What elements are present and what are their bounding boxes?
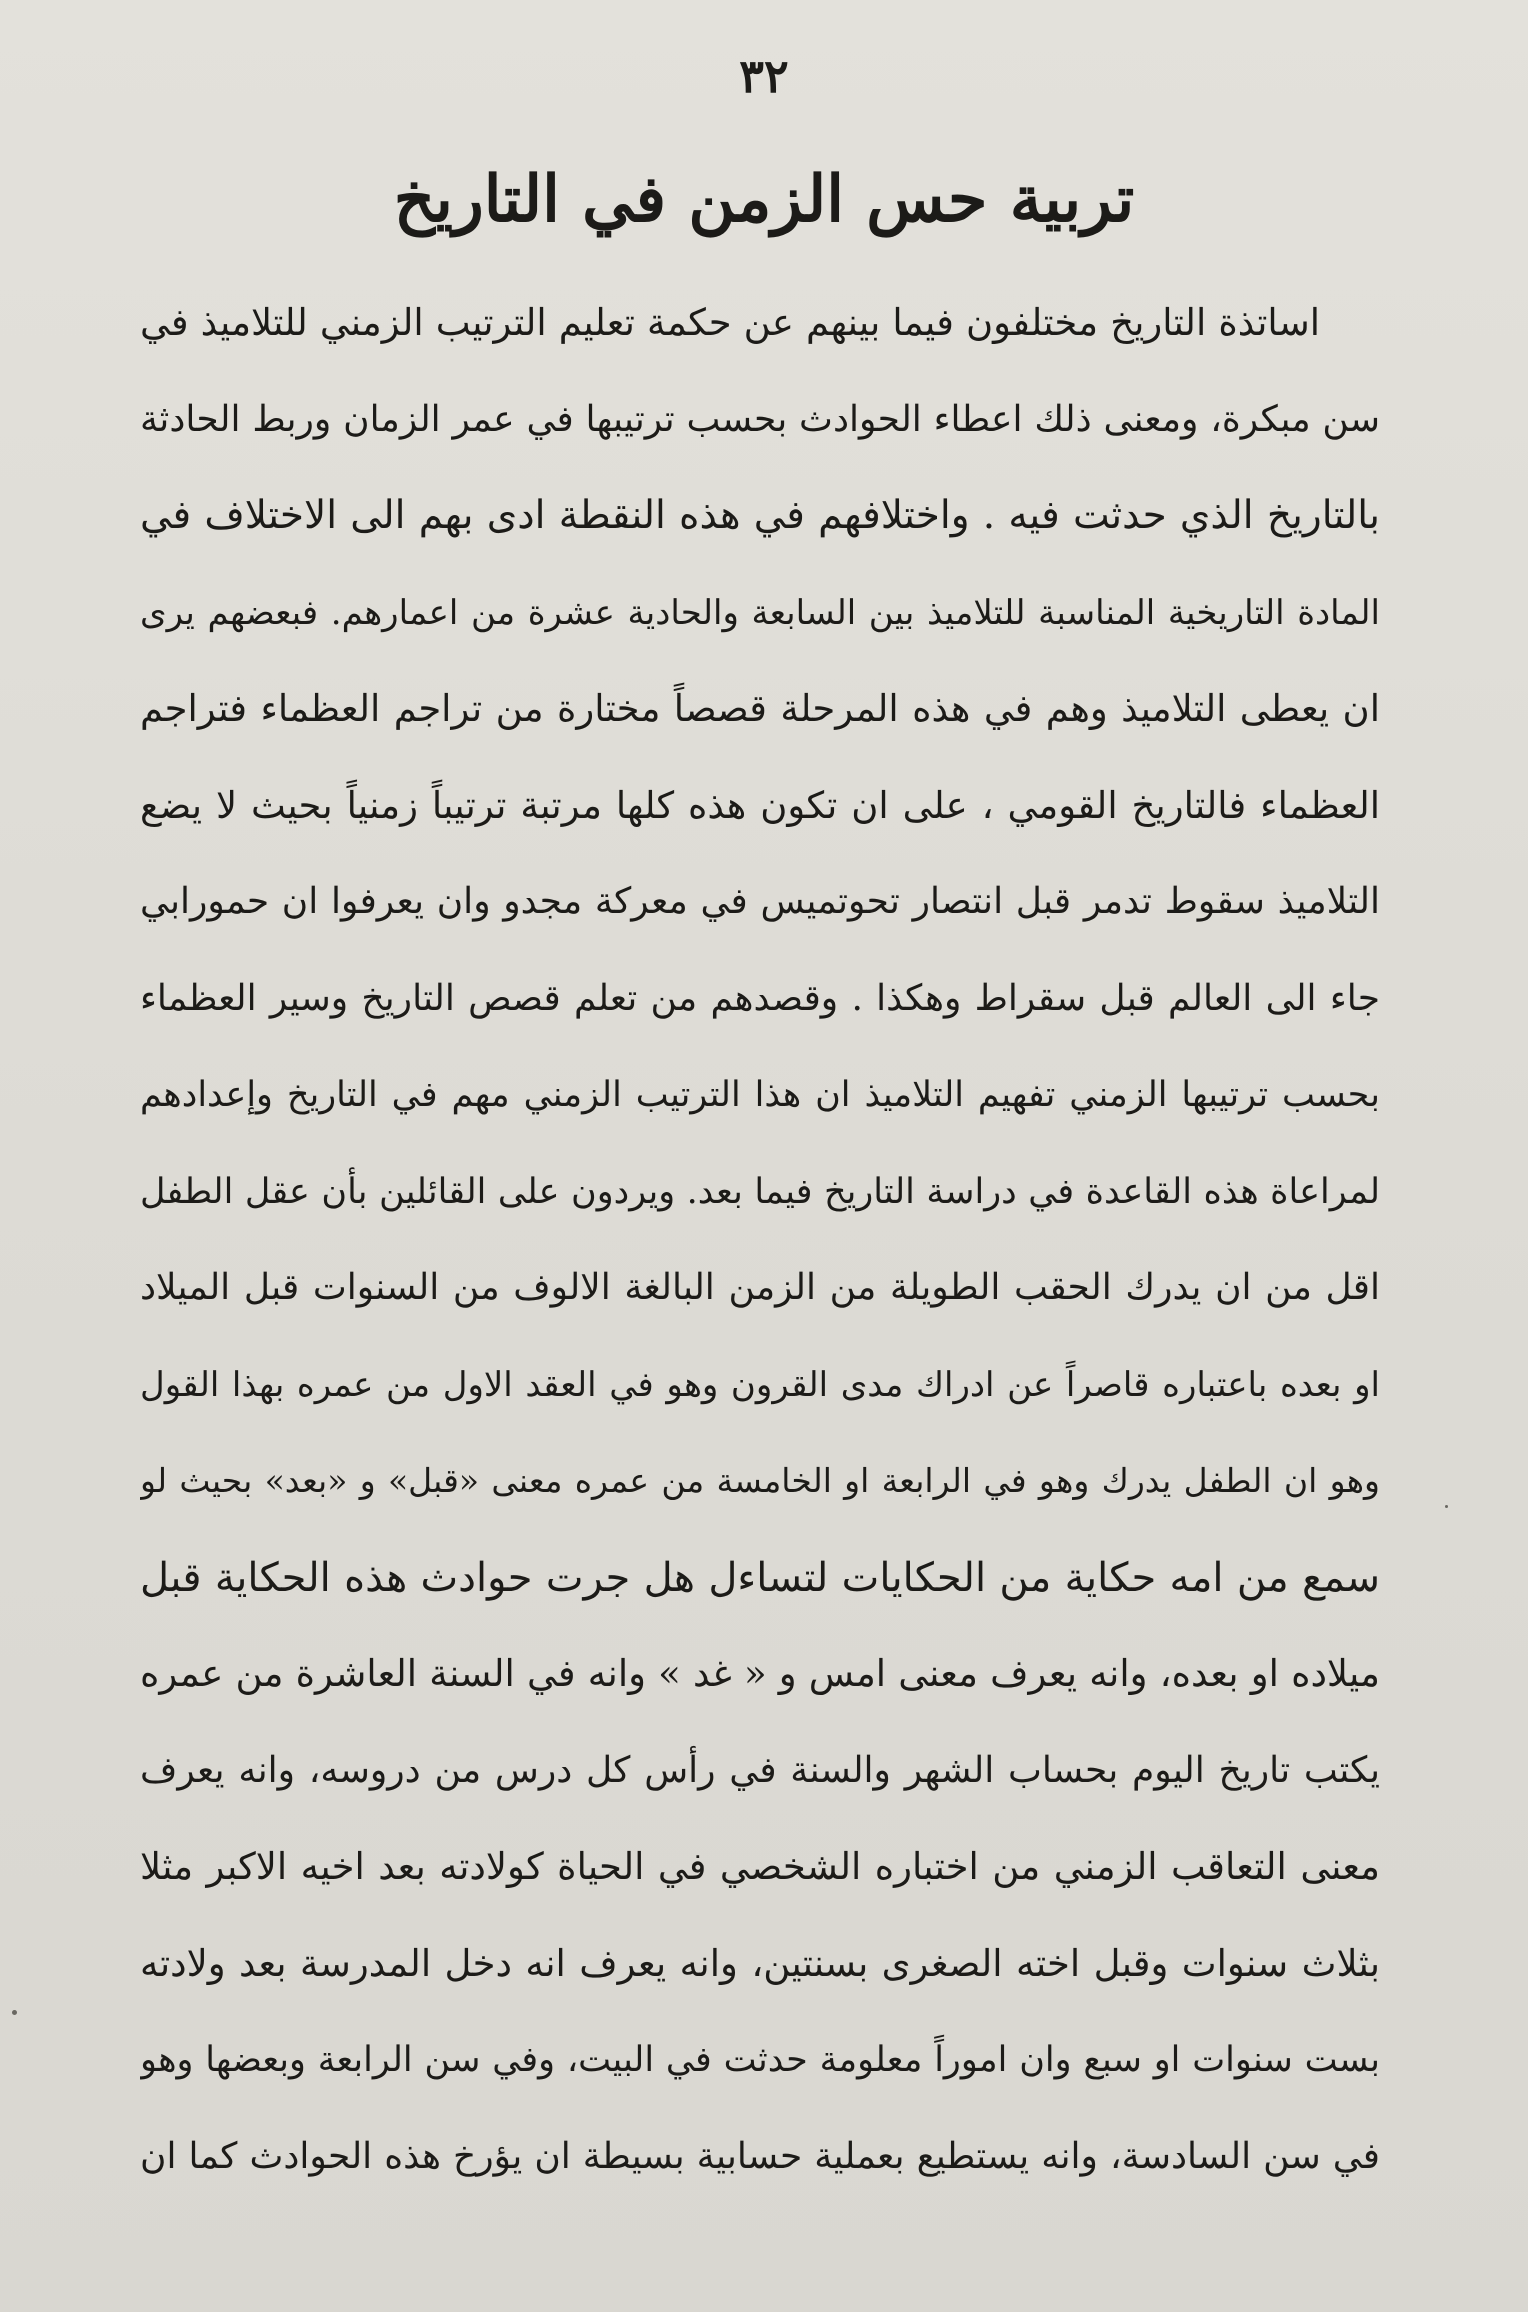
page-title: تربية حس الزمن في التاريخ bbox=[393, 162, 1135, 237]
text-line: بالتاريخ الذي حدثت فيه . واختلافهم في هذه النقطة ادى بهم الى الاختلاف في bbox=[140, 493, 1380, 538]
text-line: ميلاده او بعده، وانه يعرف معنى امس و « غد » وانه في السنة العاشرة من عمره bbox=[140, 1652, 1380, 1695]
text-line: معنى التعاقب الزمني من اختباره الشخصي في الحياة كولادته بعد اخيه الاكبر مثلا bbox=[140, 1845, 1380, 1888]
text-line: بثلاث سنوات وقبل اخته الصغرى بسنتين، وانه يعرف انه دخل المدرسة بعد ولادته bbox=[140, 1941, 1380, 1985]
text-line: وهو ان الطفل يدرك وهو في الرابعة او الخامسة من عمره معنى «قبل» و «بعد» بحيث لو bbox=[140, 1461, 1380, 1500]
text-line: يكتب تاريخ اليوم بحساب الشهر والسنة في رأس كل درس من دروسه، وانه يعرف bbox=[140, 1749, 1380, 1791]
text-line: التلاميذ سقوط تدمر قبل انتصار تحوتميس في معركة مجدو وان يعرفوا ان حمورابي bbox=[140, 881, 1380, 922]
text-line: المادة التاريخية المناسبة للتلاميذ بين السابعة والحادية عشرة من اعمارهم. فبعضهم يرى bbox=[140, 592, 1380, 633]
text-line: جاء الى العالم قبل سقراط وهكذا . وقصدهم من تعلم قصص التاريخ وسير العظماء bbox=[140, 977, 1380, 1019]
text-line: اقل من ان يدرك الحقب الطويلة من الزمن البالغة الالوف من السنوات قبل الميلاد bbox=[140, 1267, 1380, 1308]
text-line: في سن السادسة، وانه يستطيع بعملية حسابية بسيطة ان يؤرخ هذه الحوادث كما ان bbox=[140, 2135, 1380, 2177]
paper-speck bbox=[1445, 1505, 1448, 1508]
page-number: ٣٢ bbox=[739, 49, 789, 103]
text-line: العظماء فالتاريخ القومي ، على ان تكون هذه كلها مرتبة ترتيباً زمنياً بحيث لا يضع bbox=[140, 783, 1380, 827]
text-line: او بعده باعتباره قاصراً عن ادراك مدى القرون وهو في العقد الاول من عمره بهذا القول bbox=[140, 1364, 1380, 1405]
text-line: لمراعاة هذه القاعدة في دراسة التاريخ فيما بعد. ويردون على القائلين بأن عقل الطفل bbox=[140, 1171, 1380, 1212]
text-line: سمع من امه حكاية من الحكايات لتساءل هل جرت حوادث هذه الحكاية قبل bbox=[140, 1554, 1380, 1601]
text-line: سن مبكرة، ومعنى ذلك اعطاء الحوادث بحسب ترتيبها في عمر الزمان وربط الحادثة bbox=[140, 398, 1380, 440]
text-line: اساتذة التاريخ مختلفون فيما بينهم عن حكمة تعليم الترتيب الزمني للتلاميذ في bbox=[140, 301, 1320, 344]
paper-speck bbox=[12, 2010, 17, 2015]
body-paragraph bbox=[140, 275, 1380, 2205]
text-line: بحسب ترتيبها الزمني تفهيم التلاميذ ان هذا الترتيب الزمني مهم في التاريخ وإعدادهم bbox=[140, 1075, 1380, 1115]
text-line: ان يعطى التلاميذ وهم في هذه المرحلة قصصاً مختارة من تراجم العظماء فتراجم bbox=[140, 687, 1380, 730]
text-line: بست سنوات او سبع وان اموراً معلومة حدثت في البيت، وفي سن الرابعة وبعضها وهو bbox=[140, 2040, 1380, 2080]
